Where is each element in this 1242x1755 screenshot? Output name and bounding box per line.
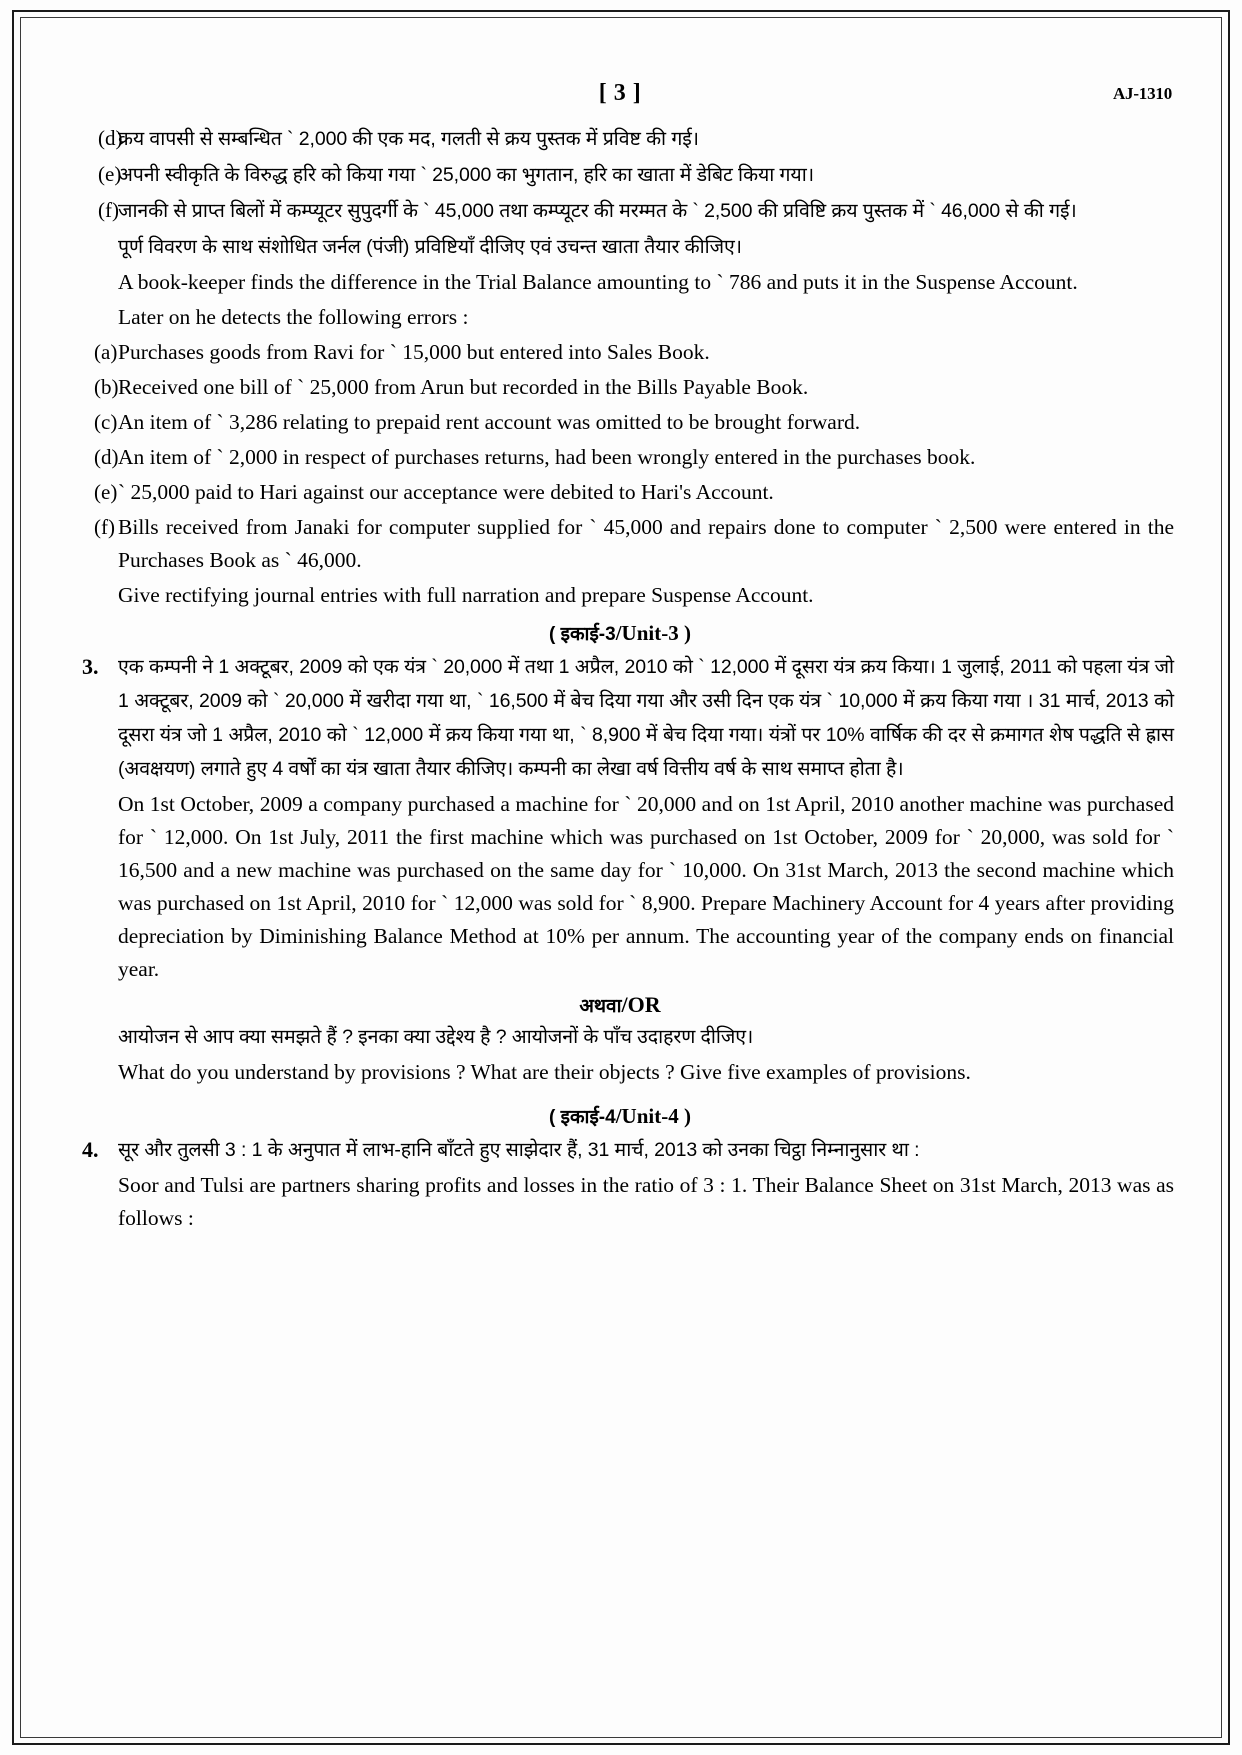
question-4 <box>60 1133 1180 1167</box>
list-item <box>60 441 1180 474</box>
list-item <box>60 511 1180 577</box>
list-item <box>60 476 1180 509</box>
english-intro-row <box>60 266 1180 299</box>
question-4-number: 4. <box>82 1137 99 1162</box>
list-item <box>60 406 1180 439</box>
spacer <box>60 1089 1180 1095</box>
question-4-hindi: सूर और तुलसी 3 : 1 के अनुपात में लाभ-हानि बाँटते हुए साझेदार हैं, 31 मार्च, 2013 को उनका चिट्ठा निम्नानुसार था : <box>118 1139 920 1161</box>
unit-4-heading-english: Unit-4 ) <box>621 1104 691 1128</box>
question-3-alt-hindi-row <box>60 1020 1180 1054</box>
item-text: Bills received from Janaki for computer supplied for ` 45,000 and repairs done to computer ` 2,500 were entered in the Purchases Book as ` 46,000. <box>118 515 1174 572</box>
unit-4-heading-hindi: ( इकाई-4 <box>549 1107 616 1128</box>
unit-3-heading-separator: / <box>615 621 622 645</box>
or-divider-separator: / <box>621 992 628 1017</box>
list-item <box>60 194 1180 228</box>
unit-3-heading <box>60 620 1180 646</box>
item-marker: (f) <box>94 515 115 539</box>
paper-code: AJ-1310 <box>1112 84 1172 103</box>
item-marker: (b) <box>94 375 119 399</box>
or-divider-english: OR <box>627 992 661 1017</box>
english-intro: A book-keeper finds the difference in the Trial Balance amounting to ` 786 and puts it in the Suspense Account. <box>118 270 1078 294</box>
item-marker: (d) <box>94 445 119 469</box>
item-text: अपनी स्वीकृति के विरुद्ध हरि को किया गया ` 25,000 का भुगतान, हरि का खाता में डेबिट किया गया। <box>118 164 814 186</box>
item-marker: (d) <box>98 126 123 150</box>
question-3-alt-english: What do you understand by provisions ? What are their objects ? Give five examples of provisions. <box>118 1060 971 1084</box>
question-4-english-row <box>60 1169 1180 1235</box>
question-4-english: Soor and Tulsi are partners sharing profits and losses in the ratio of 3 : 1. Their Balance Sheet on 31st March, 2013 was as follows : <box>118 1173 1174 1230</box>
page-header <box>60 80 1180 120</box>
list-item <box>60 158 1180 192</box>
item-marker: (c) <box>94 410 118 434</box>
item-marker: (e) <box>94 480 118 504</box>
english-instruction: Give rectifying journal entries with full narration and prepare Suspense Account. <box>118 583 814 607</box>
unit-3-heading-hindi: ( इकाई-3 <box>549 624 616 645</box>
question-3-number: 3. <box>82 654 99 679</box>
or-divider <box>60 992 1180 1018</box>
or-divider-hindi: अथवा <box>579 996 622 1017</box>
unit-4-heading-separator: / <box>615 1104 622 1128</box>
question-3-english: On 1st October, 2009 a company purchased a machine for ` 20,000 and on 1st April, 2010 another machine was purchased for ` 12,000. On 1st July, 2011 the first machine which was purchased on 1st October, 2009 for ` 20,000, was sold for ` 16,500 and a new machine was purchased on the same day for ` 10,000. On 31st March, 2013 the second machine which was purchased on 1st April, 2010 for ` 12,000 was sold for ` 8,900. Prepare Machinery Account for 4 years after providing depreciation by Diminishing Balance Method at 10% per annum. The accounting year of the company ends on financial year. <box>118 792 1174 981</box>
page-number: [ 3 ] <box>598 80 642 106</box>
english-leadin-row <box>60 301 1180 334</box>
item-text: जानकी से प्राप्त बिलों में कम्प्यूटर सुपुदर्गी के ` 45,000 तथा कम्प्यूटर की मरम्मत के ` 2,500 की प्रविष्टि क्रय पुस्तक में ` 46,000 से की गई। <box>118 200 1077 222</box>
list-item <box>60 122 1180 156</box>
question-3-alt-hindi: आयोजन से आप क्या समझते हैं ? इनका क्या उद्देश्य है ? आयोजनों के पाँच उदाहरण दीजिए। <box>118 1026 754 1048</box>
question-3-english-row <box>60 788 1180 986</box>
item-text: An item of ` 2,000 in respect of purchases returns, had been wrongly entered in the purchases book. <box>118 445 976 469</box>
hindi-instruction: पूर्ण विवरण के साथ संशोधित जर्नल (पंजी) प्रविष्टियाँ दीजिए एवं उचन्त खाता तैयार कीजिए। <box>118 236 742 258</box>
page-content <box>60 80 1180 1235</box>
item-text: An item of ` 3,286 relating to prepaid rent account was omitted to be brought forward. <box>118 410 861 434</box>
question-3-hindi: एक कम्पनी ने 1 अक्टूबर, 2009 को एक यंत्र ` 20,000 में तथा 1 अप्रैल, 2010 को ` 12,000 में दूसरा यंत्र क्रय किया। 1 जुलाई, 2011 को पहला यंत्र जो 1 अक्टूबर, 2009 को ` 20,000 में खरीदा गया था, ` 16,500 में बेच दिया गया और उसी दिन एक यंत्र ` 10,000 में क्रय किया गया । 31 मार्च, 2013 को दूसरा यंत्र जो 1 अप्रैल, 2010 को ` 12,000 में क्रय किया गया था, ` 8,900 में बेच दिया गया। यंत्रों पर 10% वार्षिक की दर से क्रमागत शेष पद्धति से ह्रास (अवक्षयण) लगाते हुए 4 वर्षों का यंत्र खाता तैयार कीजिए। कम्पनी का लेखा वर्ष वित्तीय वर्ष के साथ समाप्त होता है। <box>118 656 1174 780</box>
question-3-alt-english-row <box>60 1056 1180 1089</box>
english-instruction-row <box>60 579 1180 612</box>
item-marker: (a) <box>94 340 118 364</box>
item-marker: (f) <box>98 198 119 222</box>
hindi-instruction-row <box>60 230 1180 264</box>
item-text: Purchases goods from Ravi for ` 15,000 but entered into Sales Book. <box>118 340 710 364</box>
list-item <box>60 371 1180 404</box>
unit-4-heading <box>60 1103 1180 1129</box>
item-text: क्रय वापसी से सम्बन्धित ` 2,000 की एक मद, गलती से क्रय पुस्तक में प्रविष्ट की गई। <box>118 128 699 150</box>
unit-3-heading-english: Unit-3 ) <box>621 621 691 645</box>
item-marker: (e) <box>98 162 122 186</box>
item-text: ` 25,000 paid to Hari against our acceptance were debited to Hari's Account. <box>118 480 774 504</box>
item-text: Received one bill of ` 25,000 from Arun but recorded in the Bills Payable Book. <box>118 375 809 399</box>
question-3 <box>60 650 1180 786</box>
english-leadin: Later on he detects the following errors : <box>118 305 469 329</box>
list-item <box>60 336 1180 369</box>
